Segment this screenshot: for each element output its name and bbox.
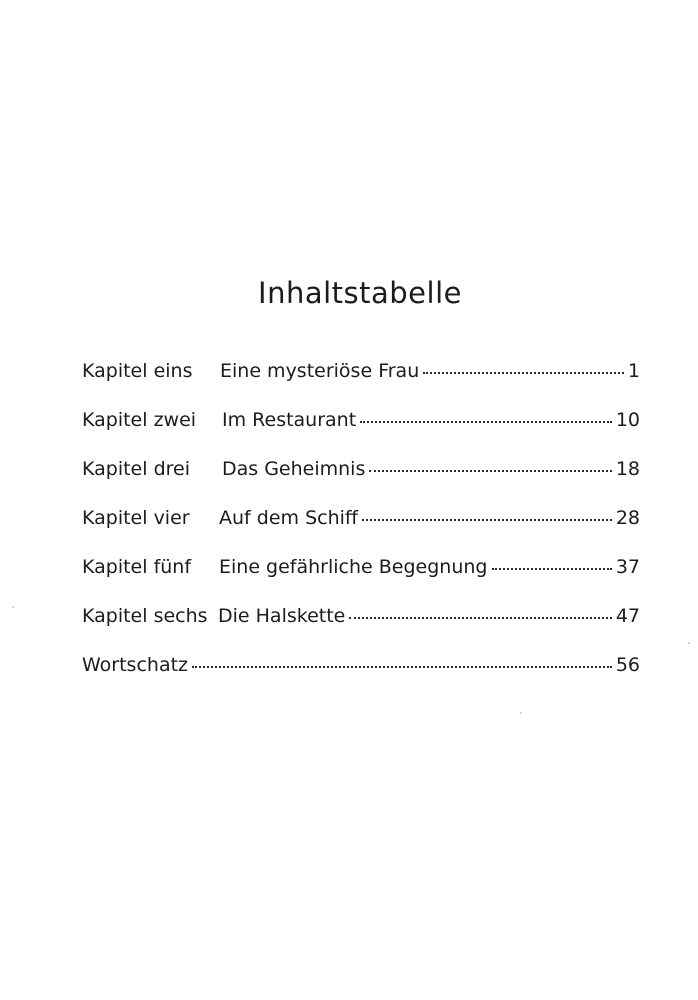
dot-leader [369, 470, 611, 472]
toc-heading: Die Halskette [218, 605, 346, 627]
toc-page-number: 47 [615, 605, 640, 627]
toc-row [82, 409, 640, 458]
toc-chapter-label: Kapitel sechs [82, 605, 208, 627]
toc-row [82, 458, 640, 507]
dot-leader [192, 666, 612, 668]
toc-page-number: 28 [615, 507, 640, 529]
table-of-contents [82, 360, 640, 703]
dot-leader [360, 421, 612, 423]
toc-entry [219, 507, 640, 529]
dot-leader [423, 372, 624, 374]
toc-row [82, 360, 640, 409]
toc-page-number: 1 [627, 360, 640, 382]
toc-entry [222, 458, 640, 480]
toc-entry [219, 556, 640, 578]
toc-row [82, 654, 640, 703]
toc-heading: Im Restaurant [222, 409, 357, 431]
toc-page-number: 10 [615, 409, 640, 431]
toc-entry [220, 360, 640, 382]
paper-speck [12, 606, 14, 608]
toc-page-number: 18 [615, 458, 640, 480]
dot-leader [362, 519, 612, 521]
paper-speck [520, 712, 522, 714]
toc-chapter-label: Kapitel fünf [82, 556, 192, 578]
toc-heading: Eine gefährliche Begegnung [219, 556, 488, 578]
toc-heading: Eine mysteriöse Frau [220, 360, 420, 382]
toc-row [82, 556, 640, 605]
toc-entry [82, 654, 640, 676]
toc-row [82, 605, 640, 654]
toc-entry [218, 605, 640, 627]
toc-page-number: 37 [615, 556, 640, 578]
toc-row [82, 507, 640, 556]
dot-leader [349, 617, 611, 619]
toc-heading: Wortschatz [82, 654, 189, 676]
toc-chapter-label: Kapitel zwei [82, 409, 197, 431]
paper-speck [688, 642, 690, 644]
toc-heading: Das Geheimnis [222, 458, 366, 480]
toc-page-number: 56 [615, 654, 640, 676]
dot-leader [492, 568, 612, 570]
toc-chapter-label: Kapitel drei [82, 458, 190, 480]
page-title: Inhaltstabelle [258, 276, 462, 310]
toc-chapter-label: Kapitel vier [82, 507, 190, 529]
toc-heading: Auf dem Schiff [219, 507, 358, 529]
toc-chapter-label: Kapitel eins [82, 360, 193, 382]
toc-entry [222, 409, 640, 431]
